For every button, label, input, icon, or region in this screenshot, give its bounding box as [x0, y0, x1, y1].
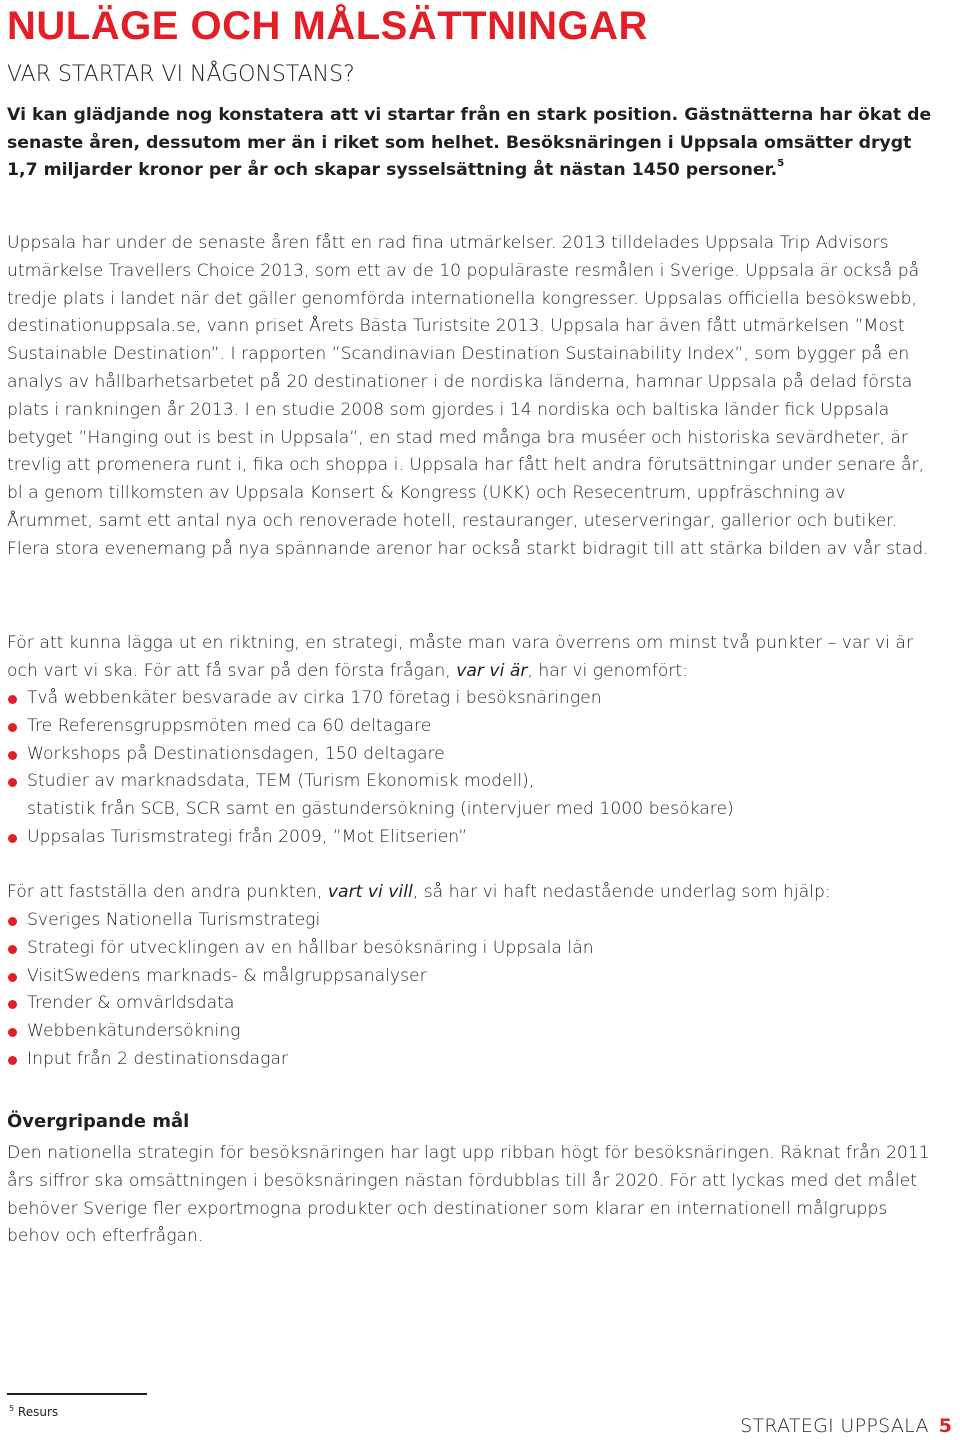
footer-title: STRATEGI UPPSALA	[740, 1415, 929, 1437]
list-item	[7, 935, 937, 963]
list-item	[7, 907, 937, 935]
list-item-continuation: statistik från SCB, SCR samt en gästundersökning (intervjuer med 1000 besökare)	[27, 799, 734, 820]
bullet-icon	[8, 723, 17, 732]
footnote-text: Resurs	[17, 1405, 59, 1419]
list-item-text: Strategi för utvecklingen av en hållbar besöksnäring i Uppsala län	[27, 937, 594, 958]
bullet-icon	[8, 834, 17, 843]
bullet-icon	[8, 695, 17, 704]
page-footer	[740, 1415, 952, 1437]
awards-paragraph: Uppsala har under de senaste åren fått en rad fina utmärkelser. 2013 tilldelades Uppsala Trip Advisors utmärkelse Travellers Choice 2013, som ett av de 10 populäraste resmålen i Sverige. Uppsala är också på tredje plats i landet när det gäller genomförda internationella kongresser. Uppsalas officiella besökswebb, destinationuppsala.se, vann priset Årets Bästa Turistsite 2013. Uppsala har även fått utmärkelsen ”Most Sustainable Destination”. I rapporten ”Scandinavian Destination Sustainability Index”, som bygger på en analys av hållbarhetsarbetet på 20 destinationer i de nordiska länderna, hamnar Uppsala på delad första plats i rankningen år 2013. I en studie 2008 som gjordes i 14 nordiska och baltiska länder fick Uppsala betyget ”Hanging out is best in Uppsala”, en stad med många bra muséer och historiska sevärdheter, är trevlig att promenera runt i, fika och shoppa i. Uppsala har fått helt andra förutsättningar under senare år, bl a genom tillkomsten av Uppsala Konsert & Kongress (UKK) och Resecentrum, uppfräschning av Årummet, samt ett antal nya och renoverade hotell, restauranger, uteserveringar, gallerior och butiker. Flera stora evenemang på nya spännande arenor har också starkt bidragit till att stärka bilden av vår stad.	[7, 233, 929, 559]
list-item	[7, 685, 937, 713]
bullet-icon	[8, 751, 17, 760]
section-heading: Övergripande mål	[7, 1111, 190, 1132]
footnote-number: 5	[9, 1404, 15, 1413]
first-question-after: , har vi genomfört:	[527, 660, 688, 681]
second-question-emphasis: vart vi vill	[327, 882, 413, 902]
footnote	[9, 1405, 58, 1419]
list-item-text: Webbenkätundersökning	[27, 1021, 241, 1042]
footnote-reference: 5	[777, 158, 785, 169]
list-item	[7, 990, 937, 1018]
list-item	[7, 713, 937, 741]
lead-text: Vi kan glädjande nog konstatera att vi startar från en stark position. Gästnätterna har ökat de senaste åren, dessutom mer än i riket som helhet. Besöksnäringen i Uppsala omsätter drygt 1,7 miljarder kronor per år och skapar sysselsättning åt nästan 1450 personer.	[7, 105, 932, 180]
bullet-icon	[8, 1000, 17, 1009]
bullet-icon	[8, 917, 17, 926]
page-title: NULÄGE OCH MÅLSÄTTNINGAR	[7, 4, 648, 48]
list-item-text: Workshops på Destinationsdagen, 150 deltagare	[27, 743, 445, 764]
first-question-before: För att kunna lägga ut en riktning, en strategi, måste man vara överrens om minst två punkter – var vi är och vart vi ska. För att få svar på den första frågan,	[7, 633, 914, 681]
list-item-text: Uppsalas Turismstrategi från 2009, ”Mot Elitserien”	[27, 826, 468, 847]
page-subtitle: VAR STARTAR VI NÅGONSTANS?	[7, 62, 355, 87]
goal-paragraph: Den nationella strategin för besöksnäringen har lagt upp ribban högt för besöksnäringen. Räknat från 2011 års siffror ska omsättningen i besöksnäringen nästan fördubblas till år 2020. För att lyckas med det målet behöver Sverige fler exportmogna produkter och destinationer som klarar en internationell målgrupps behov och efterfrågan.	[7, 1143, 930, 1247]
bullet-icon	[8, 778, 17, 787]
first-question-intro	[7, 630, 937, 686]
page-number: 5	[938, 1415, 952, 1437]
list-item	[7, 768, 937, 824]
list-item-text: Trender & omvärldsdata	[27, 993, 235, 1014]
list-item-text: Sveriges Nationella Turismstrategi	[27, 910, 321, 930]
bullet-icon	[8, 1028, 17, 1037]
list-item-text: Två webbenkäter besvarade av cirka 170 företag i besöksnäringen	[27, 688, 602, 708]
first-question-list	[7, 685, 937, 852]
list-item-text: Tre Referensgruppsmöten med ca 60 deltagare	[27, 715, 432, 736]
bullet-icon	[8, 973, 17, 982]
list-item	[7, 1018, 937, 1046]
list-item-text: VisitSwedens marknads- & målgruppsanalyser	[27, 965, 427, 986]
bullet-icon	[8, 945, 17, 954]
list-item-text: Input från 2 destinationsdagar	[27, 1048, 288, 1069]
list-item	[7, 741, 937, 769]
second-question-after: , så har vi haft nedastående underlag som hjälp:	[412, 882, 831, 902]
lead-paragraph	[7, 102, 937, 185]
second-question-before: För att fastställa den andra punkten,	[7, 882, 328, 902]
list-item	[7, 1046, 937, 1074]
second-question-list	[7, 907, 937, 1074]
list-item-text: Studier av marknadsdata, TEM (Turism Ekonomisk modell),	[27, 771, 535, 792]
first-question-emphasis: var vi är	[456, 660, 528, 681]
bullet-icon	[8, 1056, 17, 1065]
list-item	[7, 824, 937, 852]
list-item	[7, 963, 937, 991]
footnote-divider	[7, 1393, 147, 1395]
second-question-intro	[7, 879, 937, 907]
